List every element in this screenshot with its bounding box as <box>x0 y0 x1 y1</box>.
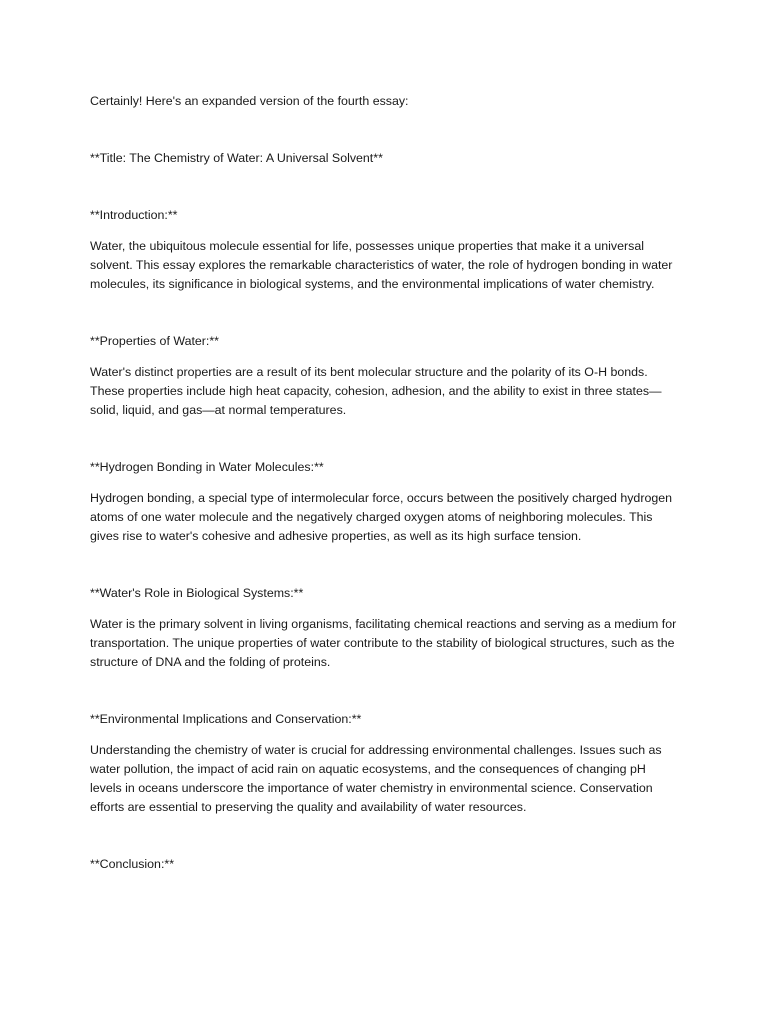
document-page <box>90 92 680 886</box>
section-heading: **Water's Role in Biological Systems:** <box>90 586 304 600</box>
section-biological-systems <box>90 584 680 672</box>
section-body: Understanding the chemistry of water is crucial for addressing environmental challenges. Issues such as water pollution, the impact of acid rain on aquatic ecosystems, and the consequences of changing pH levels in oceans underscore the importance of water chemistry in environmental science. Conservation efforts are essential to preserving the quality and availability of water resources. <box>90 743 662 814</box>
section-environmental <box>90 710 680 817</box>
section-conclusion <box>90 855 680 874</box>
section-hydrogen-bonding <box>90 458 680 546</box>
section-body: Hydrogen bonding, a special type of intermolecular force, occurs between the positively charged hydrogen atoms of one water molecule and the negatively charged oxygen atoms of neighboring molecules. This gives rise to water's cohesive and adhesive properties, as well as its high surface tension. <box>90 491 673 543</box>
section-body: Water's distinct properties are a result of its bent molecular structure and the polarity of its O-H bonds. These properties include high heat capacity, cohesion, adhesion, and the ability to exist in three states—solid, liquid, and gas—at normal temperatures. <box>90 365 662 417</box>
essay-title: **Title: The Chemistry of Water: A Universal Solvent** <box>90 151 383 165</box>
section-heading: **Conclusion:** <box>90 857 175 871</box>
section-body: Water, the ubiquitous molecule essential for life, possesses unique properties that make it a universal solvent. This essay explores the remarkable characteristics of water, the role of hydrogen bonding in water molecules, its significance in biological systems, and the environmental implications of water chemistry. <box>90 239 673 291</box>
section-heading: **Hydrogen Bonding in Water Molecules:** <box>90 460 324 474</box>
intro-line: Certainly! Here's an expanded version of the fourth essay: <box>90 94 409 108</box>
section-heading: **Environmental Implications and Conservation:** <box>90 712 362 726</box>
section-properties <box>90 332 680 420</box>
section-heading: **Introduction:** <box>90 208 178 222</box>
section-body: Water is the primary solvent in living organisms, facilitating chemical reactions and serving as a medium for transportation. The unique properties of water contribute to the stability of biological structures, such as the structure of DNA and the folding of proteins. <box>90 617 677 669</box>
section-introduction <box>90 206 680 294</box>
section-heading: **Properties of Water:** <box>90 334 220 348</box>
